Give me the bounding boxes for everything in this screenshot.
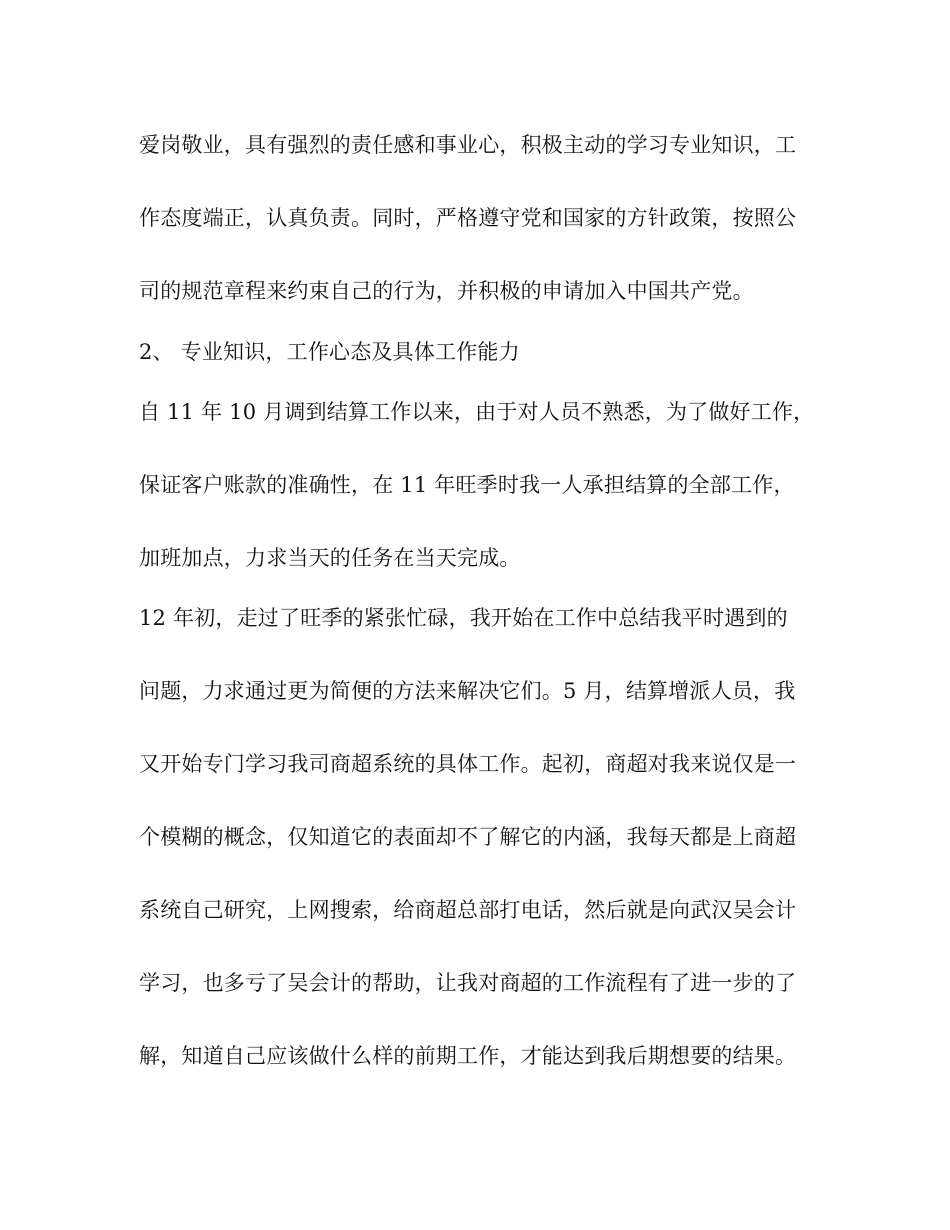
- paragraph-line: 自 11 年 10 月调到结算工作以来，由于对人员不熟悉，为了做好工作，: [139, 400, 815, 424]
- paragraph-line: 个模糊的概念，仅知道它的表面却不了解它的内涵，我每天都是上商超: [139, 825, 797, 849]
- paragraph-line: 学习，也多亏了吴会计的帮助，让我对商超的工作流程有了进一步的了: [139, 971, 797, 995]
- paragraph-line: 加班加点，力求当天的任务在当天完成。: [139, 546, 521, 570]
- section-heading: 2、 专业知识，工作心态及具体工作能力: [139, 340, 520, 364]
- paragraph-line: 保证客户账款的准确性，在 11 年旺季时我一人承担结算的全部工作，: [139, 473, 795, 497]
- paragraph-line: 问题，力求通过更为简便的方法来解决它们。5 月，结算增派人员，我: [139, 679, 796, 703]
- paragraph-line: 爱岗敬业，具有强烈的责任感和事业心，积极主动的学习专业知识，工: [139, 133, 797, 157]
- paragraph-line: 12 年初，走过了旺季的紧张忙碌，我开始在工作中总结我平时遇到的: [139, 606, 788, 630]
- paragraph-line: 系统自己研究，上网搜索，给商超总部打电话，然后就是向武汉吴会计: [139, 898, 797, 922]
- paragraph-line: 作态度端正，认真负责。同时，严格遵守党和国家的方针政策，按照公: [139, 206, 797, 230]
- paragraph-line: 又开始专门学习我司商超系统的具体工作。起初，商超对我来说仅是一: [139, 752, 797, 776]
- paragraph-line: 解，知道自己应该做什么样的前期工作，才能达到我后期想要的结果。: [139, 1044, 797, 1068]
- paragraph-line: 司的规范章程来约束自己的行为，并积极的申请加入中国共产党。: [139, 279, 754, 303]
